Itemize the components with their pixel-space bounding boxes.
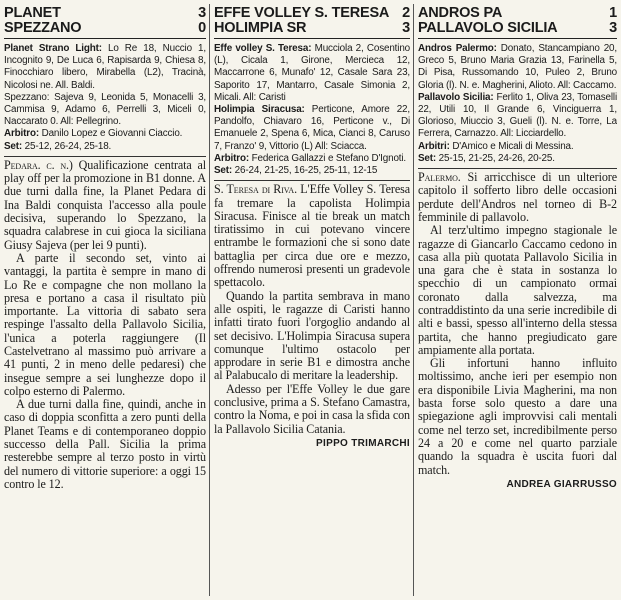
paragraph-text: Si arricchisce di un ulteriore capitolo il sofferto libro delle occasioni perdute dell'Andros nel torneo di B-2 femminile di pallavolo.: [418, 170, 617, 224]
lineup-label: Planet Strano Light:: [4, 43, 102, 54]
article-paragraph: Adesso per l'Effe Volley le due gare conclusive, prima a S. Stefano Camastra, contro la Noma, e poi in casa la sfida con la Pallavolo Sicilia Catania.: [214, 381, 410, 436]
column-divider: [209, 4, 210, 596]
referees-text: D'Amico e Micali di Messina.: [452, 140, 574, 152]
paragraph-text: L'Effe Volley S. Teresa fa tremare la capolista Holimpia Siracusa. Finisce al tie break un match tiratissimo in cui potevano vincere entrambe le formazioni che si sono date battaglia per circa due ore e mezzo, offrendo numerosi presenti un gradevole spettacolo.: [214, 182, 410, 290]
lineup-text: Ferlito 1, Oliva 23, Tomaselli 22, Utili 10, Il Grande 6, Vinciguerra 1, Glorioso, Miuccio 3, Gueli (l). N. e. Torre, La Ferrera, Carnazzo. All: Licciardello.: [418, 91, 617, 140]
team-name: PALLAVOLO SICILIA: [418, 20, 558, 36]
set-text: 25-12, 26-24, 25-18.: [24, 140, 112, 152]
lineup-text: Mucciola 2, Cosentino (L), Cicala 1, Girone, Mercieca 12, Maccarrone 6, Munafo' 12, Casale Sara 23, Saporito 17, Mantarro, Casale Simonia 2, Micali. All: Caristi: [214, 43, 410, 103]
referees-label: Arbitro:: [214, 152, 250, 164]
team-score: 0: [198, 20, 206, 36]
referees-label: Arbitro:: [4, 128, 40, 140]
article-paragraph: A due turni dalla fine, quindi, anche in caso di doppia sconfitta a zero punti della Planet Teams e di contemporaneo doppio successo della Pall. Sicilia la prima resterebbe sempre al terzo posto in virtù del numero di vittorie superiore: a oggi 15 contro le 12.: [4, 397, 206, 491]
lineup-label: Pallavolo Sicilia:: [418, 91, 494, 103]
set-text: 25-15, 21-25, 24-26, 20-25.: [438, 152, 555, 164]
team-name: HOLIMPIA SR: [214, 20, 307, 36]
paragraph-text: Qualificazione centrata al play off per la promozione in B1 donne. A due turni dalla fine, la Planet Pedara di Ina Baldi conquista l'accesso alla poule decisiva, superando lo Spezzano, la squadra calabrese in cui gioca la siciliana Giusy Sajeva (per lei 9 punti).: [4, 157, 206, 252]
lineup-away: [214, 104, 410, 153]
lineup-label: Holimpia Siracusa:: [214, 104, 305, 116]
referees: [214, 153, 410, 165]
team-score: 3: [198, 6, 206, 21]
separator: [214, 180, 410, 181]
score-row: [4, 6, 206, 21]
author-byline: ANDREA GIARRUSSO: [506, 478, 617, 490]
lineup-label: Andros Palermo:: [418, 43, 497, 54]
article-paragraph: A parte il secondo set, vinto ai vantaggi, la partita è sempre in mano di Lo Re e compagne che non mollano la presa e portano a casa il risultato più importante. La vittoria di sabato sera respinge l'assalto della Pallavolo Sicilia, l'unica a poterla raggiungere (Il Castelvetrano al massimo può arrivare a 41 punti, 2 in meno delle pedaresi) che insegue sempre a sei lunghezze dopo il colpo esterno di Palermo.: [4, 250, 206, 398]
article-paragraph: [4, 159, 206, 252]
referees-text: Federica Gallazzi e Stefano D'Ignoti.: [251, 152, 407, 164]
dateline: S. Teresa di Riva.: [214, 182, 298, 197]
team-name: EFFE VOLLEY S. TERESA: [214, 6, 390, 21]
set-scores: [214, 165, 410, 177]
separator: [4, 156, 206, 157]
set-scores: [4, 141, 206, 153]
scoreboard: [214, 6, 410, 39]
set-label: Set:: [214, 165, 233, 177]
column-divider: [413, 4, 414, 596]
article-paragraph: [214, 183, 410, 289]
score-row: [4, 21, 206, 36]
referees-label: Arbitri:: [418, 140, 450, 152]
referees: [418, 141, 617, 153]
lineup-home: [418, 43, 617, 92]
lineup-home: [214, 43, 410, 104]
lineup-text: Donato, Stancampiano 20, Greco 5, Bruno Maria Grazia 13, Farinella 5, Di Pisa, Russomando 10, Puleo 2, Bruno Gloria (l). N. e. Magherini, Alioto. All: Caccamo.: [418, 43, 617, 91]
set-label: Set:: [4, 140, 23, 152]
score-row: [418, 6, 617, 21]
lineup-text: Lo Re 18, Nuccio 1, Incognito 9, De Luca 6, Rapisarda 9, Chiesa 8, Finocchiaro libero, Mirabella (L2), Tracinà, Nicolosi ne. All. Baldi.: [4, 43, 206, 91]
team-name: PLANET: [4, 6, 61, 21]
set-scores: [418, 153, 617, 165]
article-andros-pallavolo-sicilia: [418, 6, 617, 596]
score-row: [214, 6, 410, 21]
team-name: SPEZZANO: [4, 20, 82, 36]
dateline: Palermo.: [418, 170, 461, 185]
team-name: ANDROS PA: [418, 6, 503, 21]
article-effe-volley-holimpia: [214, 6, 410, 596]
article-paragraph: Quando la partita sembrava in mano alle ospiti, le ragazze di Caristi hanno infatti tirato fuori l'orgoglio andando al set decisivo. L'Holimpia Siracusa supera comunque l'ultimo ostacolo per approdare in serie B1 e dimostra anche al Palabucalo di meritare la leadership.: [214, 288, 410, 383]
article-paragraph: Al terz'ultimo impegno stagionale le ragazze di Giancarlo Caccamo cedono in casa alla più quotata Pallavolo Sicilia in una gara che è stata in sostanza lo specchio di un campionato ormai coronato dalla salvezza, ma contraddistinto da una serie incredibile di alti e bassi, spesso all'interno della stessa partita, che hanno pregiudicato gare ampiamente alla portata.: [418, 223, 617, 357]
team-score: 3: [402, 20, 410, 36]
article-paragraph: Gli infortuni hanno influito moltissimo, anche ieri per esempio non era disponibile Livia Magherini, ma non basta forse solo questo a dare una spiegazione agli improvvisi cali mentali come nel terzo set, incredibilmente perso 24 a 20 e come nel quarto parziale quando la squadra è uscita fuori dal match.: [418, 356, 617, 477]
referees: [4, 128, 206, 140]
lineup-away: [418, 92, 617, 141]
score-row: [214, 21, 410, 36]
article-paragraph: [418, 171, 617, 224]
scoreboard: [418, 6, 617, 39]
set-label: Set:: [418, 152, 437, 164]
referees-text: Danilo Lopez e Giovanni Ciaccio.: [41, 128, 183, 140]
lineup-home: [4, 43, 206, 92]
team-score: 1: [609, 6, 617, 21]
separator: [418, 168, 617, 169]
lineup-label: Effe volley S. Teresa:: [214, 43, 312, 54]
author-byline: PIPPO TRIMARCHI: [316, 437, 410, 449]
lineup-away: Spezzano: Sajeva 9, Leonida 5, Monacelli 3, Cammisa 9, Adamo 6, Perrelli 3, Miceli 0, Naccarato 0. All: Pellegrino.: [4, 91, 206, 128]
article-planet-spezzano: [4, 6, 206, 596]
dateline: Pedara. c. n.): [4, 157, 73, 172]
team-score: 2: [402, 6, 410, 21]
score-row: [418, 21, 617, 36]
scoreboard: [4, 6, 206, 39]
team-score: 3: [609, 20, 617, 36]
set-text: 26-24, 21-25, 16-25, 25-11, 12-15: [234, 165, 378, 177]
lineup-text: Perticone, Amore 22, Pandolfo, Chiavaro 16, Perticone v., Di Emanuele 2, Spena 6, Mica, Cianci 8, Caruso 7, Franzo' 9, Vittorio (L) All: Sciacca.: [214, 104, 410, 152]
